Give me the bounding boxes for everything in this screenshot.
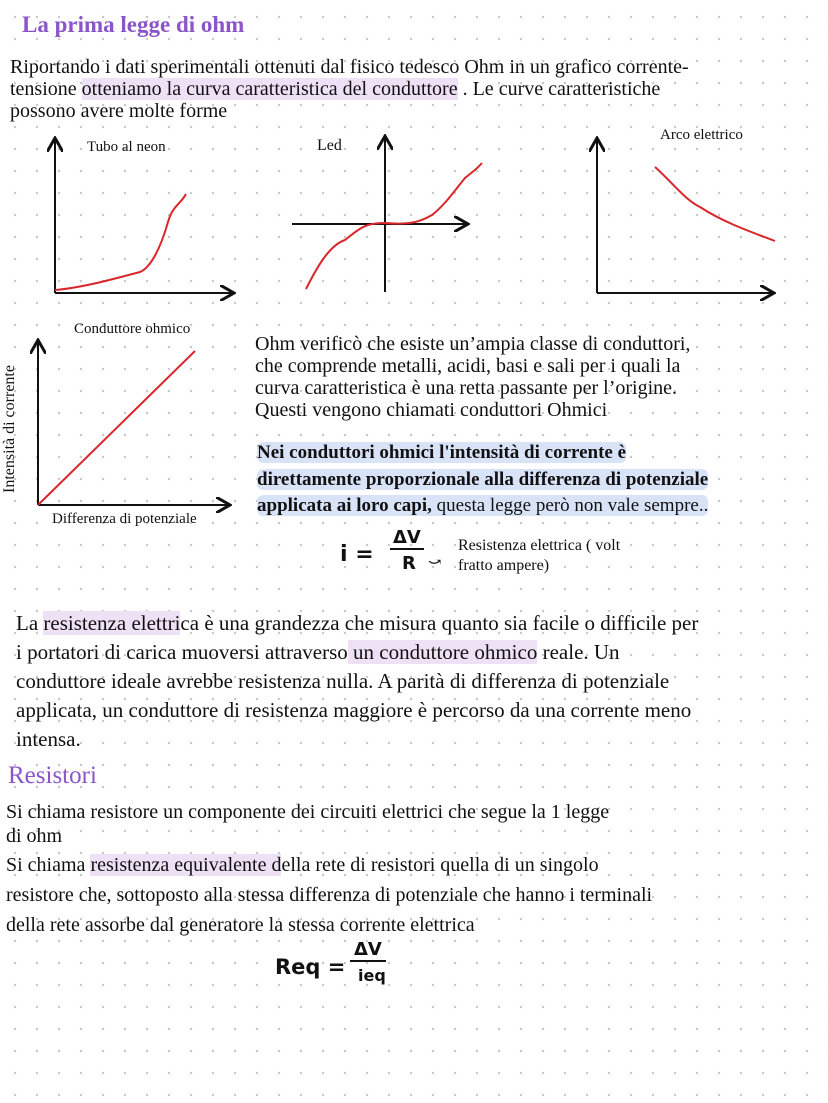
text-line: curva caratteristica è una retta passante per l’origine. xyxy=(255,377,678,399)
text: i portatori di carica muoversi attraverso xyxy=(16,640,348,664)
equivalent-resistance-definition xyxy=(6,850,652,940)
intro-line: Riportando i dati sperimentali ottenuti dal fisico tedesco Ohm in un grafico corrente- xyxy=(10,56,689,78)
text: La xyxy=(16,611,44,635)
text: Si chiama xyxy=(6,854,91,876)
highlight: resistenza elettri xyxy=(43,611,181,635)
resistance-paragraph xyxy=(16,609,698,754)
text-line: conduttore ideale avrebbe resistenza nulla. A parità di differenza di potenziale xyxy=(16,669,670,693)
curved-arrow-icon: ⤻ xyxy=(428,554,442,571)
highlight: un conduttore ohmico xyxy=(347,640,538,664)
ohm-paragraph xyxy=(255,333,690,421)
intro-line: possono avere molte forme xyxy=(10,100,228,122)
formula-denominator: R xyxy=(402,553,416,574)
axis-label-y: Intensità di corrente xyxy=(0,365,18,493)
neon-curve xyxy=(55,194,186,290)
note-line: Resistenza elettrica ( volt xyxy=(458,537,621,554)
law-line: Nei conduttori ohmici l'intensità di corrente è xyxy=(257,442,627,463)
axis-label-x: Differenza di potenziale xyxy=(52,511,197,527)
text-line: Questi vengono chiamati conduttori Ohmici xyxy=(255,399,608,421)
highlight: otteniamo la curva caratteristica del conduttore xyxy=(81,78,458,100)
text-line: Ohm verificò che esiste un’ampia classe di conduttori, xyxy=(255,333,691,355)
text-line: applicata, un conduttore di resistenza maggiore è percorso da una corrente meno xyxy=(16,698,692,722)
formula-req-numerator: ΔV xyxy=(350,940,386,962)
led-curve xyxy=(306,163,482,289)
text: reale. Un xyxy=(537,640,620,664)
text: ca è una grandezza che misura quanto sia facile o difficile per xyxy=(180,611,699,635)
ohmic-line xyxy=(38,351,195,505)
graph-label-ohmic: Conduttore ohmico xyxy=(74,321,191,337)
law-line: applicata ai loro capi, xyxy=(257,495,432,516)
text: . Le curve caratteristiche xyxy=(457,78,661,100)
formula-numerator: ΔV xyxy=(390,528,424,550)
page-title: La prima legge di ohm xyxy=(22,12,245,37)
graph-label-led: Led xyxy=(317,137,342,154)
text: ella rete di resistori quella di un singolo xyxy=(281,854,599,876)
graph-label-arco: Arco elettrico xyxy=(660,127,743,143)
law-line: questa legge però non vale sempre.. xyxy=(431,495,709,516)
text-line: Si chiama resistore un componente dei circuiti elettrici che segue la 1 legge xyxy=(6,801,610,823)
ohm-law-statement xyxy=(257,440,708,520)
text-line: resistore che, sottoposto alla stessa differenza di potenziale che hanno i terminali xyxy=(6,884,653,906)
highlight: resistenza equivalente d xyxy=(90,854,282,876)
text-line: che comprende metalli, acidi, basi e sali per i quali la xyxy=(255,355,681,377)
note-line: fratto ampere) xyxy=(458,557,550,574)
graph-label-neon: Tubo al neon xyxy=(87,139,166,155)
text-line: di ohm xyxy=(6,825,63,847)
resistance-note xyxy=(458,536,620,576)
arco-curve xyxy=(655,167,775,241)
text: tensione xyxy=(10,78,82,100)
text-line: della rete assorbe dal generatore la stessa corrente elettrica xyxy=(6,914,475,936)
law-line: direttamente proporzionale alla differenza di potenziale xyxy=(257,468,709,490)
resistori-definition xyxy=(6,800,609,848)
text-line: intensa. xyxy=(16,727,81,751)
formula-current-lhs: i = xyxy=(340,542,374,567)
formula-req-lhs: Req = xyxy=(275,955,346,979)
formula-req-denominator: ieq xyxy=(358,966,386,985)
section-heading-resistori: Resistori xyxy=(8,762,97,789)
